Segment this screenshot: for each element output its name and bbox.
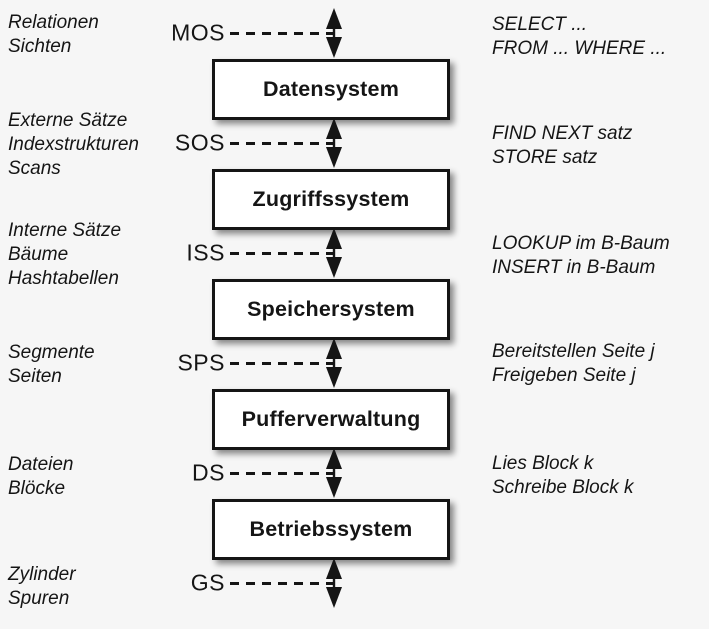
desc-line: Relationen — [8, 12, 99, 33]
interface-right-ops — [492, 13, 666, 61]
desc-line: Segmente — [8, 342, 95, 363]
desc-line: Interne Sätze — [8, 220, 122, 241]
desc-line: Hashtabellen — [8, 268, 119, 289]
interface-label-gs: GS — [190, 569, 225, 596]
interface-left-desc — [8, 11, 99, 59]
layer-box-speichersystem — [212, 279, 450, 340]
desc-line: Indexstrukturen — [8, 134, 139, 155]
ops-line: INSERT in B-Baum — [492, 257, 656, 278]
interface-right-ops — [492, 122, 632, 170]
desc-line: Scans — [8, 158, 61, 179]
ops-line: SELECT ... — [492, 14, 588, 35]
desc-line: Seiten — [8, 366, 62, 387]
ops-line: Bereitstellen Seite j — [492, 341, 655, 362]
desc-line: Sichten — [8, 36, 72, 57]
desc-line: Dateien — [8, 454, 74, 475]
ops-line: LOOKUP im B-Baum — [492, 233, 670, 254]
interface-label-mos: MOS — [171, 19, 225, 46]
interface-left-desc — [8, 341, 95, 389]
ops-line: Lies Block k — [492, 453, 594, 474]
layer-label: Pufferverwaltung — [241, 407, 421, 431]
ops-line: STORE satz — [492, 147, 598, 168]
ops-line: Schreibe Block k — [492, 477, 634, 498]
interface-right-ops — [492, 340, 655, 388]
desc-line: Zylinder — [8, 564, 76, 585]
interface-label-sps: SPS — [177, 349, 225, 376]
double-arrow-icon — [322, 8, 346, 58]
desc-line: Spuren — [8, 588, 70, 609]
interface-right-ops — [492, 452, 634, 500]
layer-label: Datensystem — [262, 77, 400, 101]
interface-label-iss: ISS — [186, 239, 225, 266]
double-arrow-icon — [322, 448, 346, 498]
desc-line: Externe Sätze — [8, 110, 128, 131]
layer-box-zugriffssystem — [212, 169, 450, 230]
layer-box-betriebssystem — [212, 499, 450, 560]
interface-left-desc — [8, 453, 74, 501]
double-arrow-icon — [322, 338, 346, 388]
ops-line: FIND NEXT satz — [492, 123, 633, 144]
interface-left-desc — [8, 219, 121, 291]
interface-label-sos: SOS — [174, 129, 225, 156]
layer-label: Zugriffssystem — [252, 187, 410, 211]
double-arrow-icon — [322, 118, 346, 168]
ops-line: Freigeben Seite j — [492, 365, 636, 386]
layer-label: Betriebssystem — [249, 517, 413, 541]
desc-line: Bäume — [8, 244, 69, 265]
layer-box-pufferverwaltung — [212, 389, 450, 450]
interface-right-ops — [492, 232, 670, 280]
double-arrow-icon — [322, 228, 346, 278]
layer-box-datensystem — [212, 59, 450, 120]
interface-left-desc — [8, 563, 76, 611]
interface-label-ds: DS — [192, 459, 225, 486]
desc-line: Blöcke — [8, 478, 66, 499]
layer-label: Speichersystem — [247, 297, 415, 321]
ops-line: FROM ... WHERE ... — [492, 38, 667, 59]
double-arrow-icon — [322, 558, 346, 608]
